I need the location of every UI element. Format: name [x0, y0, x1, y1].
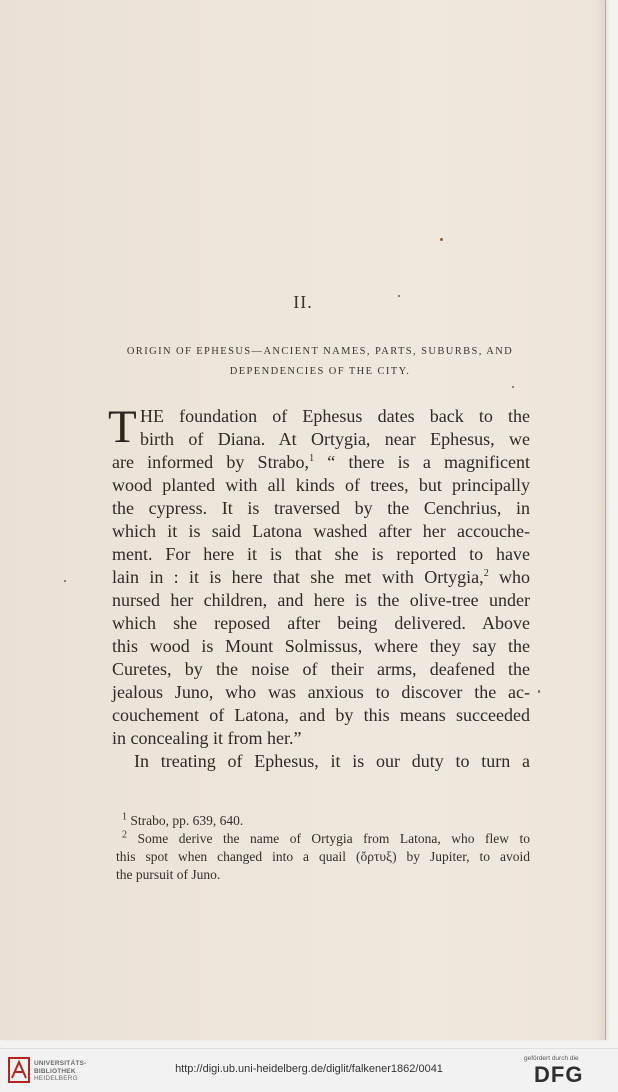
dfg-logo: DFG [534, 1062, 584, 1087]
footnote-ref: 1 [309, 453, 315, 464]
text-line: ment. For here it is that she is reported to have [112, 544, 530, 564]
text-segment: are informed by Strabo, [112, 452, 310, 472]
footnote-1 [116, 812, 530, 830]
text-line: In treating of Ephesus, it is our duty to turn a [134, 751, 530, 771]
text-segment: lain in : it is here that she met with Ortygia, [112, 567, 484, 587]
text-line: jealous Juno, who was anxious to discover the ac- [112, 682, 530, 702]
permalink-url[interactable]: http://digi.ub.uni-heidelberg.de/diglit/falkener1862/0041 [175, 1063, 443, 1075]
paper-speck [64, 580, 66, 582]
footnotes [116, 812, 530, 884]
library-name-line: UNIVERSITÄTS- [34, 1060, 87, 1067]
footnote-marker: 2 [122, 829, 127, 841]
text-line: this wood is Mount Solmissus, where they say the [112, 636, 530, 656]
page-edge-shadow [596, 0, 606, 1040]
text-line: which she reposed after being delivered. Above [112, 613, 530, 633]
footnote-text: Strabo, pp. 639, 640. [127, 813, 244, 828]
footnote-marker: 1 [122, 811, 127, 823]
text-line: wood planted with all kinds of trees, but principally [112, 475, 530, 495]
drop-cap: T [108, 401, 137, 453]
text-line: the cypress. It is traversed by the Cenchrius, in [112, 498, 530, 518]
chapter-subtitle-line-2: DEPENDENCIES OF THE CITY. [229, 366, 411, 377]
library-name-line: HEIDELBERG [34, 1075, 78, 1082]
paper-speck [440, 238, 443, 241]
text-line [112, 451, 530, 474]
paper-speck [538, 690, 540, 693]
funded-by-label: gefördert durch die [524, 1055, 579, 1062]
text-line: which it is said Latona washed after her accouche- [112, 521, 530, 541]
footnote-2-line: this spot when changed into a quail (ὄρτυξ) by Jupiter, to avoid [116, 849, 530, 864]
text-line: Curetes, by the noise of their arms, deafened the [112, 659, 530, 679]
body-text [108, 401, 531, 773]
text-line [112, 566, 530, 589]
text-line: in concealing it from her.” [112, 728, 302, 748]
footnote-2 [116, 830, 530, 848]
text-line: couchement of Latona, and by this means succeeded [112, 705, 530, 725]
viewer-footer [0, 1048, 618, 1092]
library-name-line: BIBLIOTHEK [34, 1067, 76, 1075]
text-line: HE foundation of Ephesus dates back to the [140, 406, 530, 426]
footnote-2-line: the pursuit of Juno. [116, 867, 221, 882]
chapter-numeral: II. [293, 292, 313, 312]
text-line: nursed her children, and here is the olive-tree under [112, 590, 530, 610]
chapter-subtitle-line-1: ORIGIN OF EPHESUS—ANCIENT NAMES, PARTS, SUBURBS, AND [126, 346, 514, 357]
text-segment: “ there is a magnificent [314, 452, 530, 472]
paper-speck [512, 386, 514, 388]
text-segment: who [488, 567, 531, 587]
footnote-text: Some derive the name of Ortygia from Latona, who flew to [127, 831, 530, 846]
footnote-ref: 2 [483, 568, 489, 579]
text-line: birth of Diana. At Ortygia, near Ephesus, we [140, 429, 530, 449]
